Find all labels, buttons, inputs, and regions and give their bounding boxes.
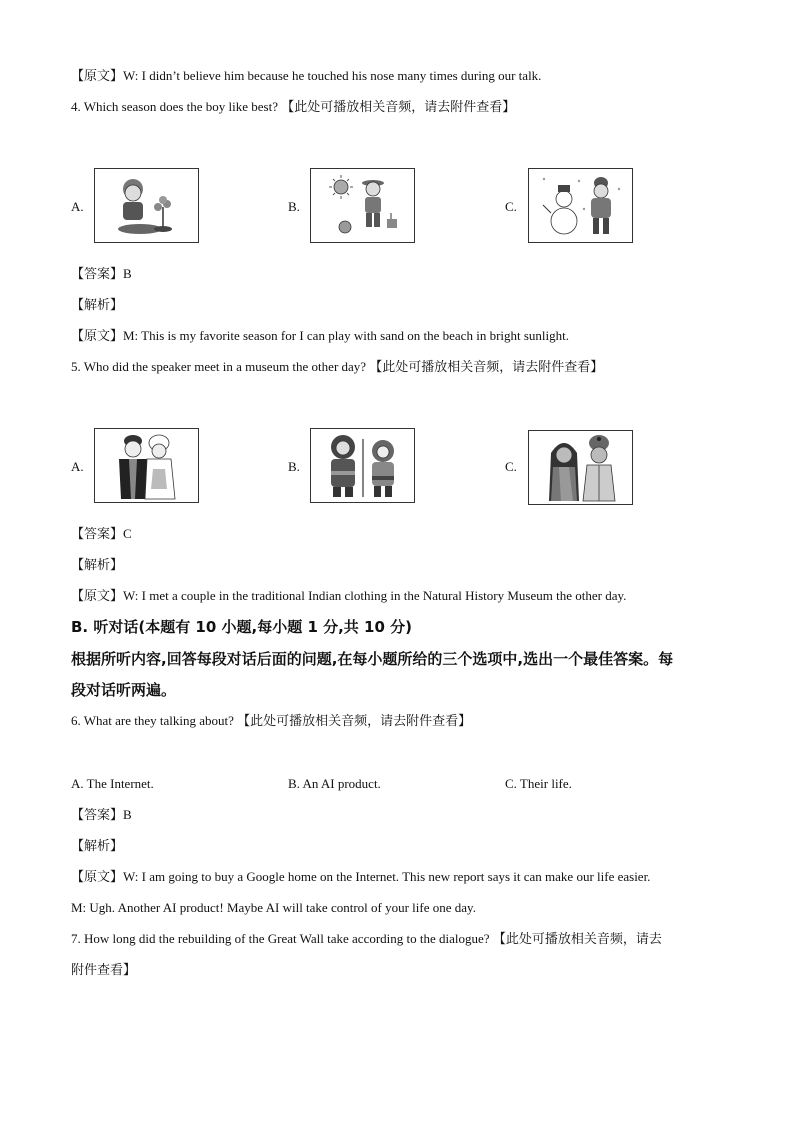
transcript-line: 【原文】W: I didn’t believe him because he touched his nose many times during our talk. xyxy=(71,68,542,83)
boy-planting-icon xyxy=(95,169,198,242)
answer-4: 【答案】B xyxy=(71,266,132,281)
q5-option-c-image[interactable] xyxy=(528,430,633,505)
analysis-6: 【解析】 xyxy=(71,838,124,853)
section-b-instruction-2: 段对话听两遍。 xyxy=(71,681,177,699)
japanese-couple-icon xyxy=(95,429,198,502)
transcript-4: 【原文】M: This is my favorite season for I can play with sand on the beach in bright sunlight. xyxy=(71,328,570,343)
question-7: 7. How long did the rebuilding of the Great Wall take according to the dialogue? 【此处可播放相关音频，请去 xyxy=(71,931,662,946)
q4-option-c-label: C. xyxy=(505,199,517,214)
transcript-5: 【原文】W: I met a couple in the traditional Indian clothing in the Natural History Museum the other day. xyxy=(71,588,627,603)
q4-option-a-label: A. xyxy=(71,199,84,214)
eskimo-couple-icon xyxy=(311,429,414,502)
q6-option-b[interactable]: B. An AI product. xyxy=(288,776,381,791)
q4-option-c-image[interactable] xyxy=(528,168,633,243)
q5-option-a-image[interactable] xyxy=(94,428,199,503)
question-4: 4. Which season does the boy like best? 【此处可播放相关音频，请去附件查看】 xyxy=(71,99,516,114)
boy-on-beach-icon xyxy=(311,169,414,242)
q5-option-b-label: B. xyxy=(288,459,300,474)
question-5: 5. Who did the speaker meet in a museum the other day? 【此处可播放相关音频，请去附件查看】 xyxy=(71,359,604,374)
q6-option-a[interactable]: A. The Internet. xyxy=(71,776,154,791)
transcript-6-m: M: Ugh. Another AI product! Maybe AI will take control of your life one day. xyxy=(71,900,476,915)
q6-option-c[interactable]: C. Their life. xyxy=(505,776,572,791)
question-6: 6. What are they talking about? 【此处可播放相关音频，请去附件查看】 xyxy=(71,713,472,728)
question-7-cont: 附件查看】 xyxy=(71,962,137,977)
section-b-instruction-1: 根据所听内容,回答每段对话后面的问题,在每小题所给的三个选项中,选出一个最佳答案。每 xyxy=(71,650,674,668)
q4-option-b-image[interactable] xyxy=(310,168,415,243)
q4-option-a-image[interactable] xyxy=(94,168,199,243)
indian-couple-icon xyxy=(529,431,632,504)
section-b-heading: B. 听对话(本题有 10 小题,每小题 1 分,共 10 分) xyxy=(71,618,412,636)
transcript-6-w: 【原文】W: I am going to buy a Google home on the Internet. This new report says it can make our life easier. xyxy=(71,869,651,884)
analysis-5: 【解析】 xyxy=(71,557,124,572)
q5-option-a-label: A. xyxy=(71,459,84,474)
q5-option-b-image[interactable] xyxy=(310,428,415,503)
snowman-winter-icon xyxy=(529,169,632,242)
q4-option-b-label: B. xyxy=(288,199,300,214)
analysis-4: 【解析】 xyxy=(71,297,124,312)
q5-option-c-label: C. xyxy=(505,459,517,474)
answer-6: 【答案】B xyxy=(71,807,132,822)
answer-5: 【答案】C xyxy=(71,526,132,541)
